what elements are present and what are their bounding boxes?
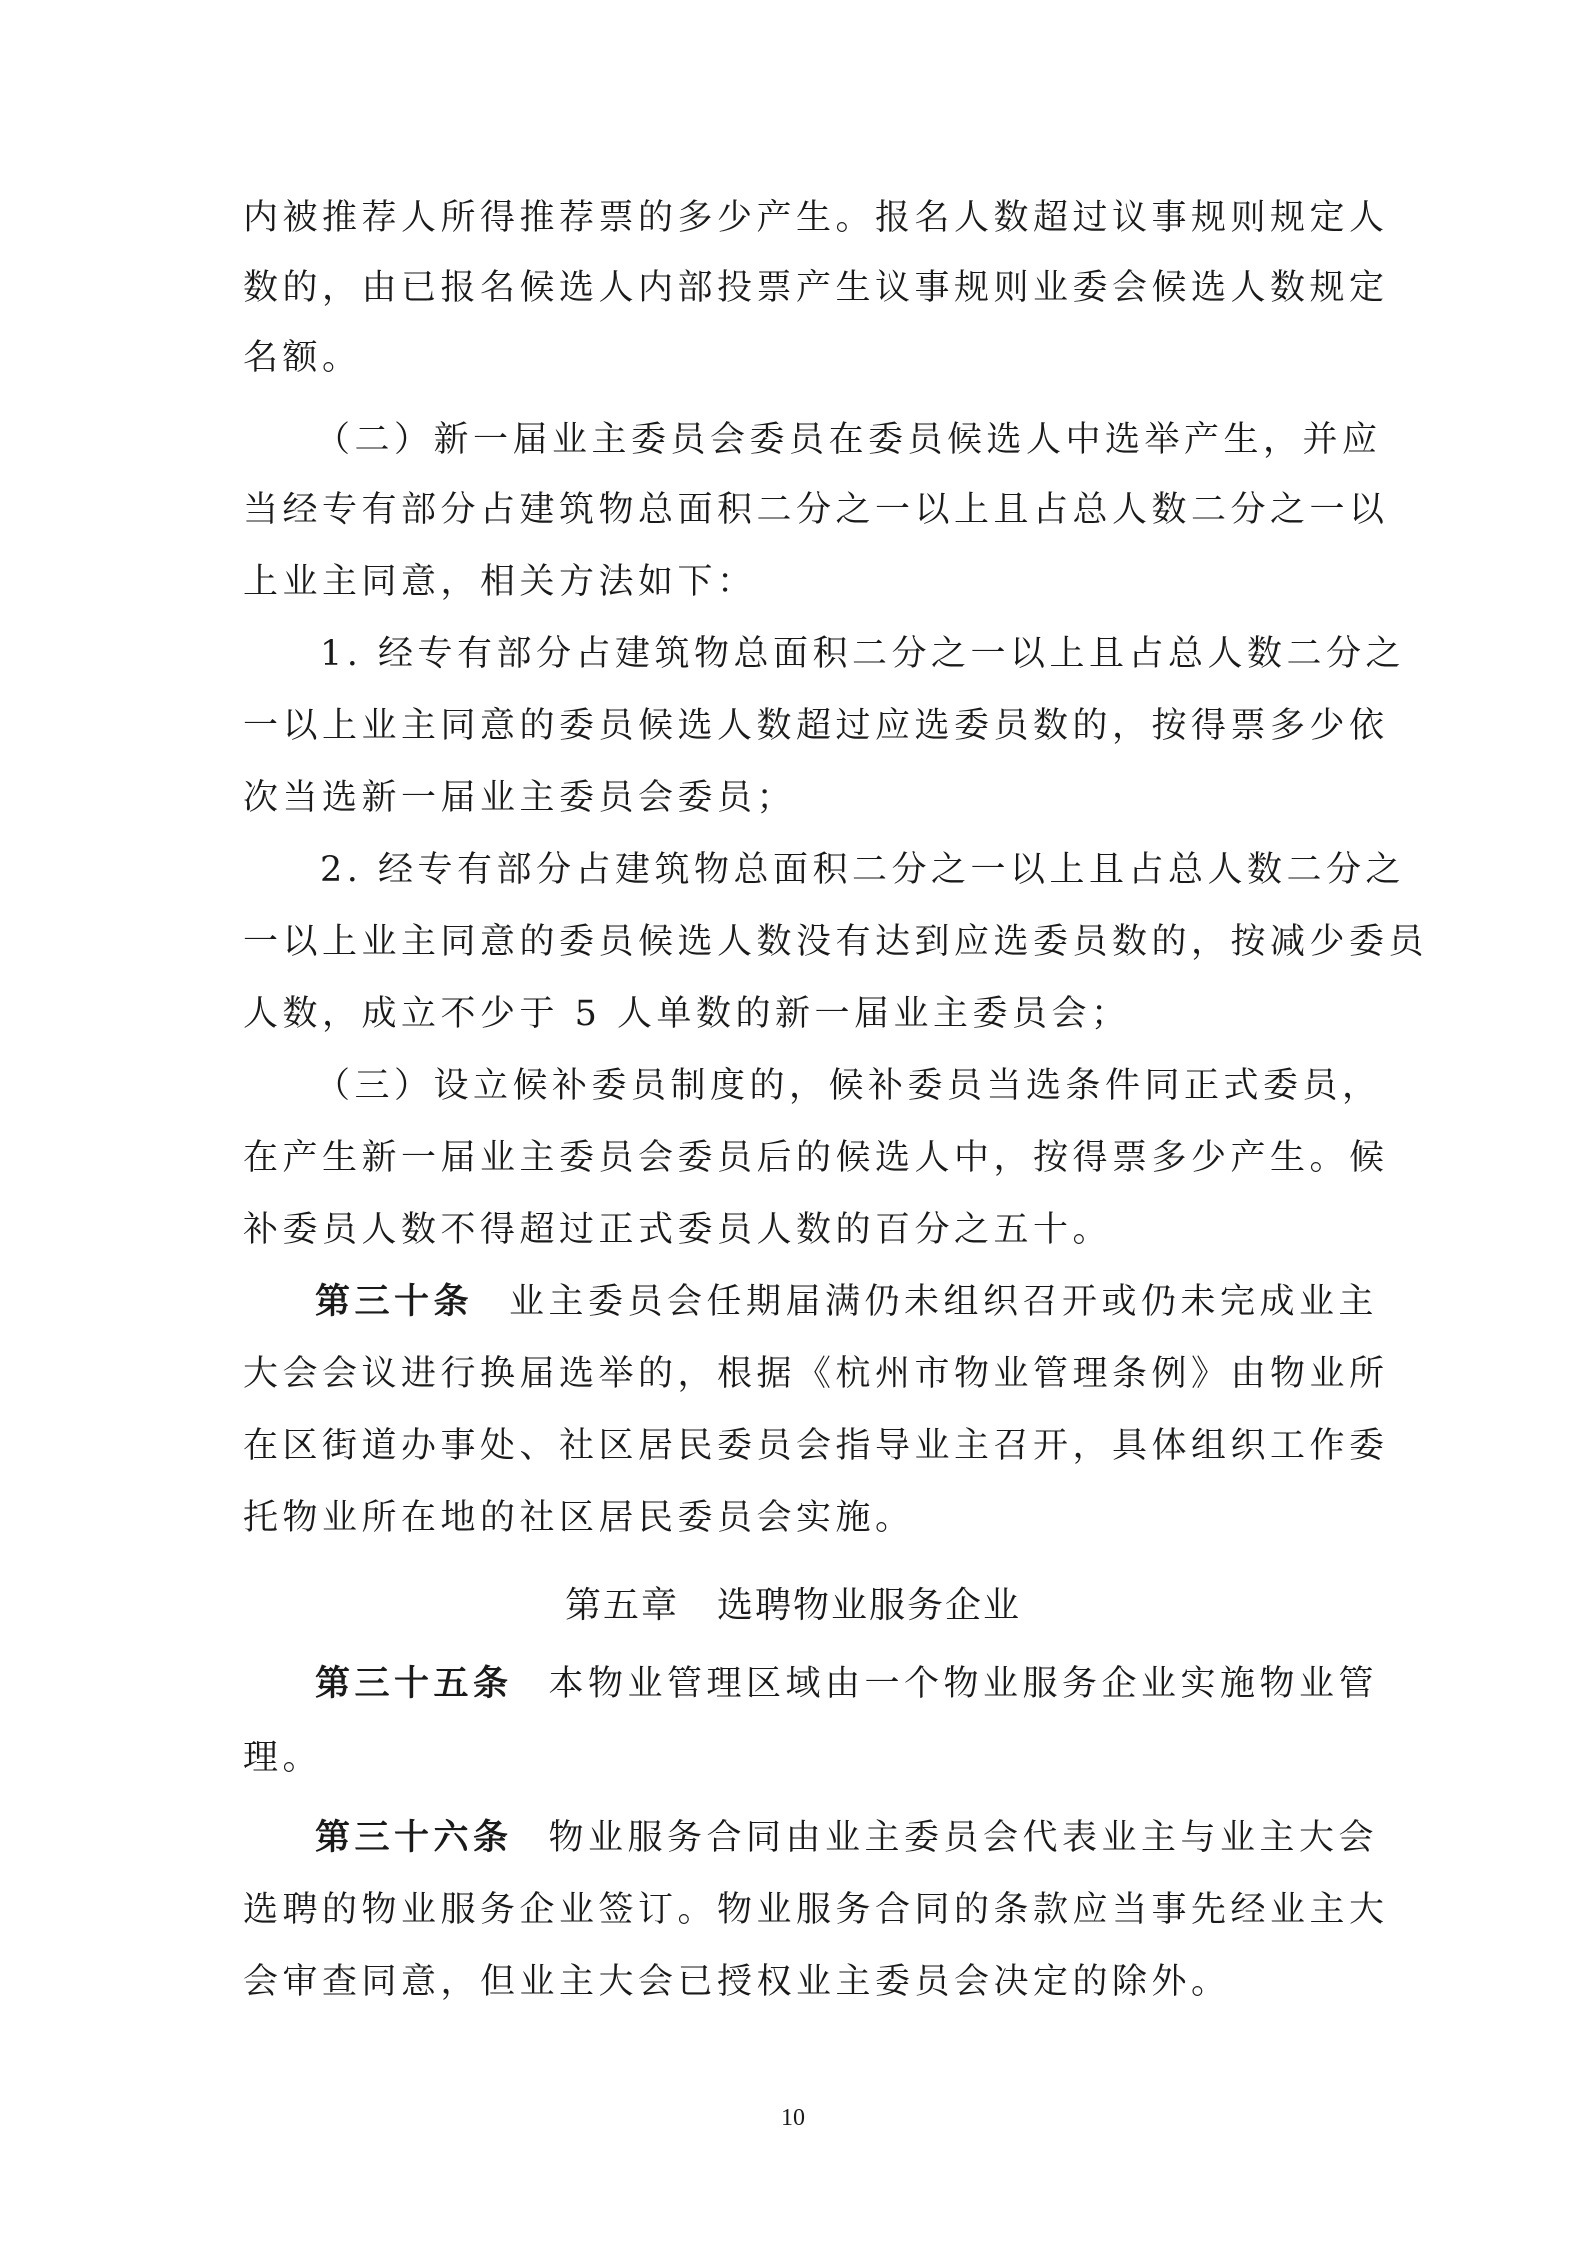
text-line: 一以上业主同意的委员候选人数超过应选委员数的，按得票多少依	[243, 706, 1389, 746]
text-line: 补委员人数不得超过正式委员人数的百分之五十。	[243, 1210, 1113, 1250]
text-line: 2. 经专有部分占建筑物总面积二分之一以上且占总人数二分之	[320, 850, 1406, 890]
text-line: 一以上业主同意的委员候选人数没有达到应选委员数的，按减少委员	[243, 922, 1429, 962]
text-line: 上业主同意，相关方法如下：	[243, 562, 757, 602]
text-line: 理。	[243, 1738, 323, 1778]
article-35-label: 第三十五条	[315, 1664, 513, 1704]
text-line: 在区街道办事处、社区居民委员会指导业主召开，具体组织工作委	[243, 1426, 1389, 1466]
text-line: （二）新一届业主委员会委员在委员候选人中选举产生，并应	[315, 420, 1382, 460]
text-line: 名额。	[243, 338, 362, 378]
article-36	[315, 1816, 1378, 1860]
text-line: 会审查同意，但业主大会已授权业主委员会决定的除外。	[243, 1962, 1231, 2002]
article-35-text: 本物业管理区域由一个物业服务企业实施物业管	[548, 1664, 1379, 1704]
text-line: 选聘的物业服务企业签订。物业服务合同的条款应当事先经业主大	[243, 1890, 1389, 1930]
text-line: 托物业所在地的社区居民委员会实施。	[243, 1498, 915, 1538]
text-line: 次当选新一届业主委员会委员；	[243, 778, 797, 818]
text-line: 当经专有部分占建筑物总面积二分之一以上且占总人数二分之一以	[243, 490, 1389, 530]
text-line: （三）设立候补委员制度的，候补委员当选条件同正式委员，	[315, 1066, 1382, 1106]
chapter-heading: 第五章 选聘物业服务企业	[564, 1585, 1021, 1626]
article-30-label: 第三十条	[315, 1282, 474, 1322]
article-30	[315, 1280, 1378, 1324]
text-line: 大会会议进行换届选举的，根据《杭州市物业管理条例》由物业所	[243, 1354, 1389, 1394]
text-line: 人数，成立不少于 5 人单数的新一届业主委员会；	[243, 994, 1131, 1034]
text-line: 在产生新一届业主委员会委员后的候选人中，按得票多少产生。候	[243, 1138, 1389, 1178]
text-line: 数的，由已报名候选人内部投票产生议事规则业委会候选人数规定	[243, 268, 1389, 308]
page-number: 10	[781, 2105, 805, 2131]
article-36-label: 第三十六条	[315, 1818, 513, 1858]
article-36-text: 物业服务合同由业主委员会代表业主与业主大会	[548, 1818, 1379, 1858]
text-line: 1. 经专有部分占建筑物总面积二分之一以上且占总人数二分之	[320, 634, 1406, 674]
article-30-text: 业主委员会任期届满仍未组织召开或仍未完成业主	[509, 1282, 1379, 1322]
article-35	[315, 1662, 1378, 1706]
text-line: 内被推荐人所得推荐票的多少产生。报名人数超过议事规则规定人	[243, 198, 1389, 238]
